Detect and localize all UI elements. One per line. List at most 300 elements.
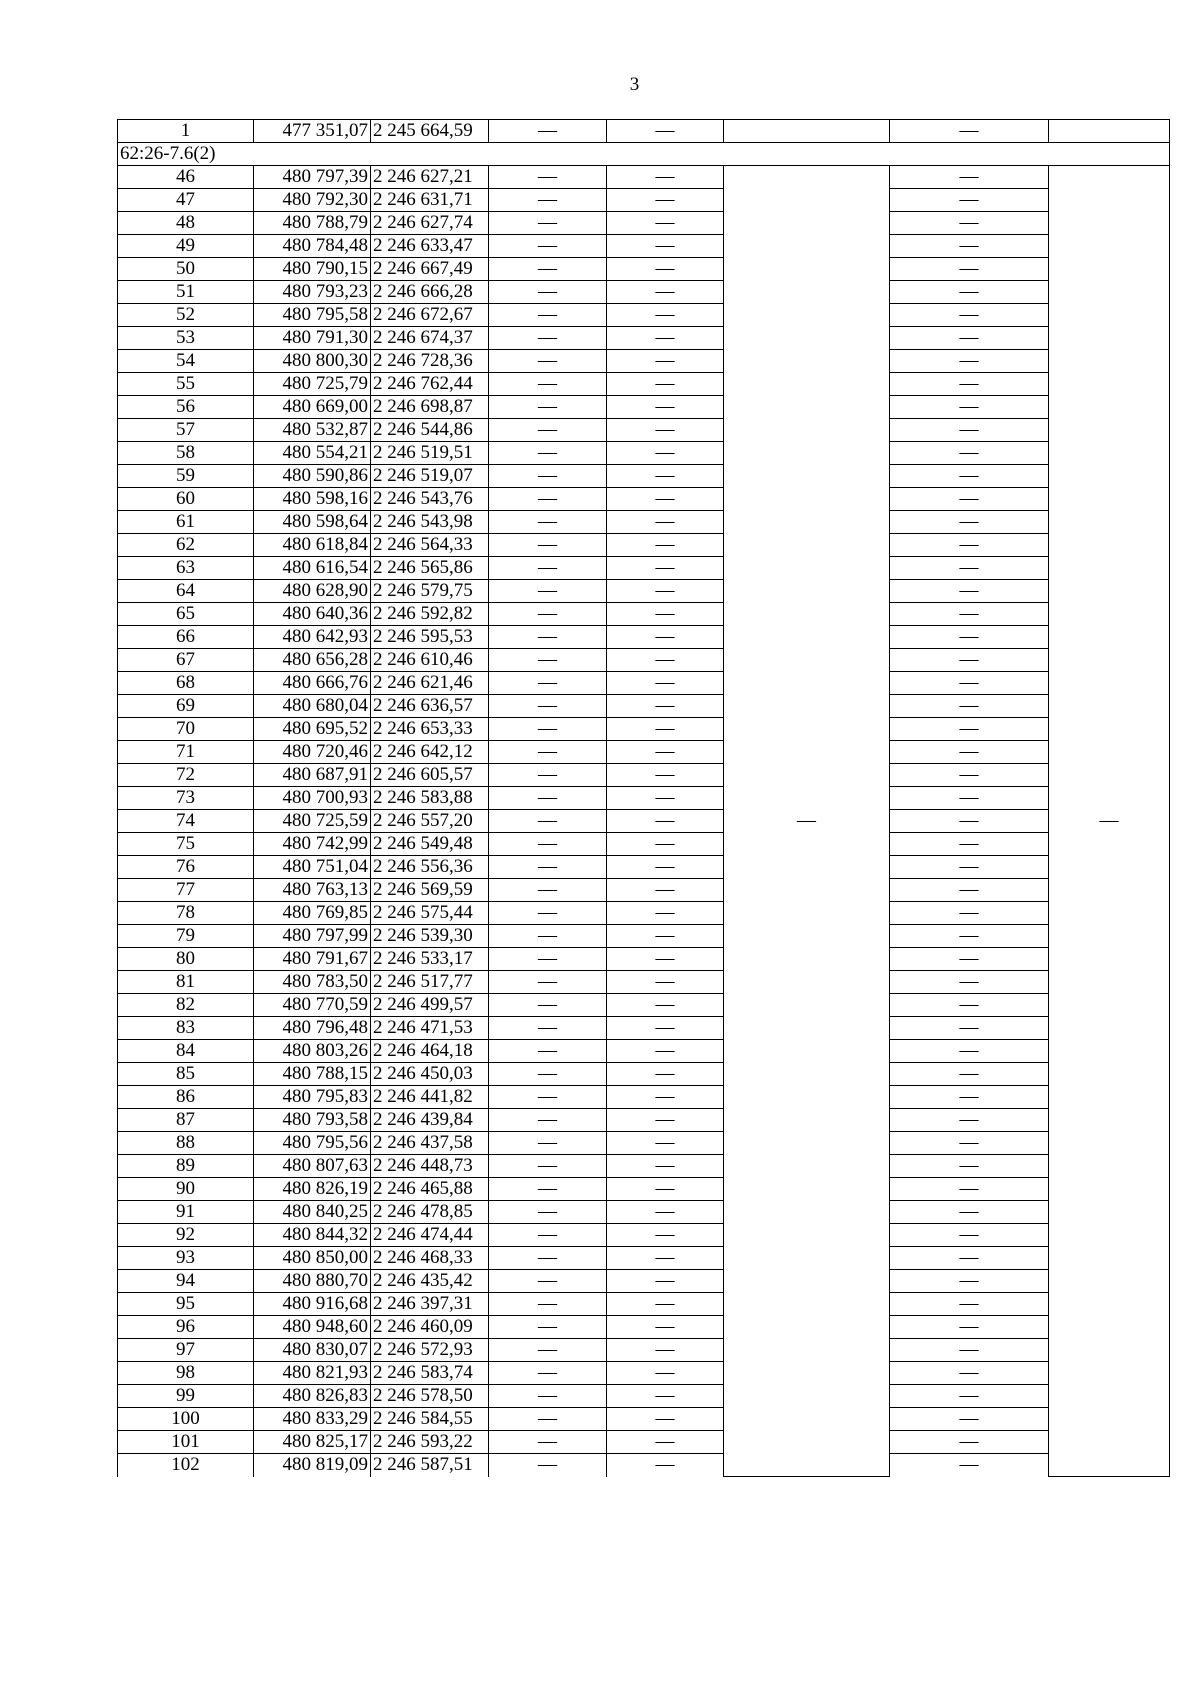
dash-cell: — (890, 1293, 1049, 1316)
dash-cell: — (489, 442, 607, 465)
table-row (118, 488, 1170, 511)
coordinate-y: 2 246 517,77 (371, 971, 489, 994)
coordinate-x: 480 793,23 (254, 281, 371, 304)
dash-cell: — (607, 281, 724, 304)
coordinate-y: 2 246 592,82 (371, 603, 489, 626)
dash-cell: — (489, 580, 607, 603)
coordinate-x: 480 695,52 (254, 718, 371, 741)
dash-cell: — (607, 373, 724, 396)
coordinate-y: 2 246 762,44 (371, 373, 489, 396)
dash-cell: — (489, 488, 607, 511)
dash-cell: — (489, 1362, 607, 1385)
table-row (118, 833, 1170, 856)
point-number: 75 (118, 833, 254, 856)
table-row (118, 603, 1170, 626)
coordinate-y: 2 246 549,48 (371, 833, 489, 856)
coordinate-y: 2 246 666,28 (371, 281, 489, 304)
dash-cell: — (890, 787, 1049, 810)
table-row (118, 1431, 1170, 1454)
dash-cell: — (890, 925, 1049, 948)
dash-cell: — (607, 1385, 724, 1408)
table-row (118, 327, 1170, 350)
dash-cell: — (489, 626, 607, 649)
point-number: 72 (118, 764, 254, 787)
coordinate-y: 2 246 631,71 (371, 189, 489, 212)
dash-cell: — (489, 419, 607, 442)
dash-cell: — (890, 695, 1049, 718)
coordinate-x: 480 791,67 (254, 948, 371, 971)
dash-cell: — (607, 1362, 724, 1385)
table-row (118, 258, 1170, 281)
point-number: 68 (118, 672, 254, 695)
coordinate-x: 480 784,48 (254, 235, 371, 258)
empty-cell (724, 120, 890, 143)
dash-cell: — (890, 810, 1049, 833)
point-number: 61 (118, 511, 254, 534)
dash-cell: — (607, 672, 724, 695)
dash-cell: — (489, 534, 607, 557)
coordinate-x: 480 795,56 (254, 1132, 371, 1155)
table-row (118, 810, 1170, 833)
dash-cell: — (607, 810, 724, 833)
table-row (118, 902, 1170, 925)
dash-cell: — (607, 925, 724, 948)
table-row (118, 557, 1170, 580)
point-number: 49 (118, 235, 254, 258)
table-row (118, 1339, 1170, 1362)
table-row (118, 925, 1170, 948)
dash-cell: — (607, 465, 724, 488)
table-row (118, 1178, 1170, 1201)
table-row (118, 1247, 1170, 1270)
point-number: 54 (118, 350, 254, 373)
table-row (118, 189, 1170, 212)
dash-cell: — (890, 994, 1049, 1017)
coordinate-x: 480 821,93 (254, 1362, 371, 1385)
dash-cell: — (489, 810, 607, 833)
point-number: 47 (118, 189, 254, 212)
dash-cell: — (607, 166, 724, 189)
dash-cell: — (607, 1293, 724, 1316)
coordinate-x: 480 725,59 (254, 810, 371, 833)
table-row (118, 856, 1170, 879)
point-number: 101 (118, 1431, 254, 1454)
coordinate-x: 480 788,79 (254, 212, 371, 235)
point-number: 94 (118, 1270, 254, 1293)
dash-cell: — (607, 1408, 724, 1431)
empty-cell (1049, 120, 1170, 143)
coordinate-y: 2 246 460,09 (371, 1316, 489, 1339)
coordinate-x: 480 618,84 (254, 534, 371, 557)
dash-cell: — (607, 1431, 724, 1454)
point-number: 60 (118, 488, 254, 511)
dash-cell: — (607, 580, 724, 603)
coordinate-x: 480 844,32 (254, 1224, 371, 1247)
table-row (118, 396, 1170, 419)
dash-cell: — (489, 304, 607, 327)
coordinate-x: 480 628,90 (254, 580, 371, 603)
coordinate-x: 480 554,21 (254, 442, 371, 465)
coordinate-x: 480 819,09 (254, 1454, 371, 1477)
dash-cell: — (489, 1293, 607, 1316)
coordinate-y: 2 246 627,74 (371, 212, 489, 235)
dash-cell: — (607, 534, 724, 557)
coordinate-y: 2 246 519,07 (371, 465, 489, 488)
dash-cell: — (890, 580, 1049, 603)
table-row (118, 626, 1170, 649)
table-row (118, 1109, 1170, 1132)
point-number: 89 (118, 1155, 254, 1178)
dash-cell: — (607, 1247, 724, 1270)
dash-cell: — (890, 488, 1049, 511)
dash-cell: — (607, 1086, 724, 1109)
coordinate-y: 2 246 642,12 (371, 741, 489, 764)
point-number: 48 (118, 212, 254, 235)
coordinate-y: 2 246 543,98 (371, 511, 489, 534)
dash-cell: — (607, 718, 724, 741)
dash-cell: — (489, 511, 607, 534)
coordinate-x: 480 598,16 (254, 488, 371, 511)
table-row (118, 465, 1170, 488)
coordinate-y: 2 246 593,22 (371, 1431, 489, 1454)
table-row (118, 1454, 1170, 1477)
coordinate-y: 2 246 578,50 (371, 1385, 489, 1408)
dash-cell: — (607, 258, 724, 281)
dash-cell: — (607, 442, 724, 465)
coordinate-y: 2 246 533,17 (371, 948, 489, 971)
dash-cell: — (489, 1132, 607, 1155)
point-number: 51 (118, 281, 254, 304)
table-row (118, 1385, 1170, 1408)
coordinate-y: 2 246 579,75 (371, 580, 489, 603)
dash-cell: — (607, 1201, 724, 1224)
coordinate-y: 2 246 441,82 (371, 1086, 489, 1109)
dash-cell: — (489, 971, 607, 994)
dash-cell: — (890, 1086, 1049, 1109)
dash-cell: — (489, 948, 607, 971)
coordinate-x: 480 598,64 (254, 511, 371, 534)
coordinate-y: 2 246 499,57 (371, 994, 489, 1017)
dash-cell: — (607, 1270, 724, 1293)
section-label: 62:26-7.6(2) (118, 143, 1170, 166)
coordinate-x: 480 826,19 (254, 1178, 371, 1201)
dash-cell: — (489, 258, 607, 281)
dash-cell: — (607, 120, 724, 143)
dash-cell: — (489, 925, 607, 948)
table-row (118, 1201, 1170, 1224)
coordinate-x: 480 616,54 (254, 557, 371, 580)
coordinate-y: 2 246 468,33 (371, 1247, 489, 1270)
dash-cell: — (607, 879, 724, 902)
dash-cell: — (489, 1201, 607, 1224)
point-number: 56 (118, 396, 254, 419)
dash-cell: — (607, 1040, 724, 1063)
dash-cell: — (607, 189, 724, 212)
coordinate-x: 480 642,93 (254, 626, 371, 649)
table-row (118, 580, 1170, 603)
dash-cell: — (489, 879, 607, 902)
point-number: 53 (118, 327, 254, 350)
dash-cell: — (890, 1339, 1049, 1362)
dash-cell: — (890, 1316, 1049, 1339)
dash-cell: — (890, 1063, 1049, 1086)
dash-cell: — (890, 971, 1049, 994)
coordinates-table (117, 119, 1170, 1477)
point-number: 76 (118, 856, 254, 879)
point-number: 102 (118, 1454, 254, 1477)
dash-cell: — (489, 1385, 607, 1408)
point-number: 70 (118, 718, 254, 741)
coordinate-y: 2 246 564,33 (371, 534, 489, 557)
point-number: 98 (118, 1362, 254, 1385)
coordinate-y: 2 246 557,20 (371, 810, 489, 833)
dash-cell: — (489, 1109, 607, 1132)
table-row (118, 281, 1170, 304)
dash-cell: — (890, 258, 1049, 281)
coordinate-x: 480 687,91 (254, 764, 371, 787)
dash-cell: — (489, 649, 607, 672)
dash-cell: — (489, 1155, 607, 1178)
dash-cell: — (607, 488, 724, 511)
point-number: 62 (118, 534, 254, 557)
point-number: 82 (118, 994, 254, 1017)
coordinate-x: 480 797,39 (254, 166, 371, 189)
dash-cell: — (489, 327, 607, 350)
table-row (118, 1316, 1170, 1339)
dash-cell: — (890, 1040, 1049, 1063)
coordinate-y: 2 246 587,51 (371, 1454, 489, 1477)
table-row (118, 741, 1170, 764)
coordinate-y: 2 246 698,87 (371, 396, 489, 419)
dash-cell: — (489, 1063, 607, 1086)
point-number: 74 (118, 810, 254, 833)
dash-cell: — (607, 741, 724, 764)
coordinate-x: 480 669,00 (254, 396, 371, 419)
dash-cell: — (607, 1454, 724, 1477)
dash-cell: — (607, 1178, 724, 1201)
coordinate-x: 480 680,04 (254, 695, 371, 718)
table-row (118, 419, 1170, 442)
dash-cell: — (489, 120, 607, 143)
dash-cell: — (890, 212, 1049, 235)
point-number: 50 (118, 258, 254, 281)
dash-cell: — (890, 1247, 1049, 1270)
coordinate-y: 2 246 636,57 (371, 695, 489, 718)
dash-cell: — (890, 603, 1049, 626)
dash-cell: — (890, 626, 1049, 649)
point-number: 90 (118, 1178, 254, 1201)
coordinate-x: 480 700,93 (254, 787, 371, 810)
table-row (118, 120, 1170, 143)
table-row (118, 1086, 1170, 1109)
coordinate-x: 480 795,83 (254, 1086, 371, 1109)
dash-cell: — (890, 902, 1049, 925)
coordinate-x: 480 800,30 (254, 350, 371, 373)
dash-cell: — (607, 327, 724, 350)
merged-dash-cell: — (1049, 166, 1170, 1477)
coordinate-y: 2 246 437,58 (371, 1132, 489, 1155)
dash-cell: — (890, 1155, 1049, 1178)
coordinate-x: 480 797,99 (254, 925, 371, 948)
coordinate-x: 480 880,70 (254, 1270, 371, 1293)
dash-cell: — (607, 419, 724, 442)
dash-cell: — (607, 833, 724, 856)
dash-cell: — (489, 1316, 607, 1339)
coordinate-y: 2 246 539,30 (371, 925, 489, 948)
coordinate-x: 480 792,30 (254, 189, 371, 212)
coordinate-y: 2 246 610,46 (371, 649, 489, 672)
table-row (118, 1224, 1170, 1247)
dash-cell: — (607, 396, 724, 419)
dash-cell: — (607, 764, 724, 787)
dash-cell: — (607, 948, 724, 971)
table-row (118, 1017, 1170, 1040)
point-number: 84 (118, 1040, 254, 1063)
coordinate-x: 480 807,63 (254, 1155, 371, 1178)
dash-cell: — (890, 304, 1049, 327)
coordinate-y: 2 246 565,86 (371, 557, 489, 580)
table-row (118, 350, 1170, 373)
table-row (118, 373, 1170, 396)
dash-cell: — (890, 1017, 1049, 1040)
dash-cell: — (489, 672, 607, 695)
dash-cell: — (489, 373, 607, 396)
point-number: 78 (118, 902, 254, 925)
coordinate-y: 2 246 397,31 (371, 1293, 489, 1316)
point-number: 95 (118, 1293, 254, 1316)
point-number: 59 (118, 465, 254, 488)
table-row (118, 235, 1170, 258)
table-row (118, 1132, 1170, 1155)
point-number: 77 (118, 879, 254, 902)
dash-cell: — (607, 994, 724, 1017)
dash-cell: — (890, 281, 1049, 304)
dash-cell: — (489, 718, 607, 741)
coordinate-x: 480 725,79 (254, 373, 371, 396)
dash-cell: — (489, 902, 607, 925)
coordinate-y: 2 246 544,86 (371, 419, 489, 442)
coordinate-x: 480 742,99 (254, 833, 371, 856)
coordinate-y: 2 246 464,18 (371, 1040, 489, 1063)
coordinate-x: 480 666,76 (254, 672, 371, 695)
dash-cell: — (890, 764, 1049, 787)
dash-cell: — (607, 557, 724, 580)
table-row (118, 1063, 1170, 1086)
table-row (118, 1408, 1170, 1431)
dash-cell: — (890, 833, 1049, 856)
coordinate-y: 2 246 439,84 (371, 1109, 489, 1132)
table-row (118, 764, 1170, 787)
dash-cell: — (489, 350, 607, 373)
point-number: 55 (118, 373, 254, 396)
coordinate-y: 2 246 583,74 (371, 1362, 489, 1385)
table-row (118, 971, 1170, 994)
dash-cell: — (890, 396, 1049, 419)
dash-cell: — (890, 534, 1049, 557)
coordinate-x: 480 793,58 (254, 1109, 371, 1132)
page-number: 3 (629, 74, 640, 95)
point-number: 80 (118, 948, 254, 971)
coordinate-x: 480 840,25 (254, 1201, 371, 1224)
coordinate-x: 480 850,00 (254, 1247, 371, 1270)
coordinate-x: 480 769,85 (254, 902, 371, 925)
dash-cell: — (890, 856, 1049, 879)
table-row (118, 1362, 1170, 1385)
dash-cell: — (489, 189, 607, 212)
dash-cell: — (489, 1040, 607, 1063)
point-number: 93 (118, 1247, 254, 1270)
point-number: 87 (118, 1109, 254, 1132)
dash-cell: — (489, 1454, 607, 1477)
dash-cell: — (489, 764, 607, 787)
coordinate-y: 2 246 465,88 (371, 1178, 489, 1201)
table-row (118, 166, 1170, 189)
coordinate-x: 480 916,68 (254, 1293, 371, 1316)
dash-cell: — (607, 212, 724, 235)
coordinate-x: 480 770,59 (254, 994, 371, 1017)
dash-cell: — (607, 235, 724, 258)
coordinate-y: 2 246 543,76 (371, 488, 489, 511)
coordinate-x: 480 948,60 (254, 1316, 371, 1339)
dash-cell: — (890, 1178, 1049, 1201)
coordinate-y: 2 246 728,36 (371, 350, 489, 373)
dash-cell: — (489, 833, 607, 856)
table-row (118, 787, 1170, 810)
table-row (118, 695, 1170, 718)
dash-cell: — (890, 465, 1049, 488)
dash-cell: — (890, 442, 1049, 465)
table-row (118, 948, 1170, 971)
point-number: 1 (118, 120, 254, 143)
dash-cell: — (607, 1109, 724, 1132)
point-number: 83 (118, 1017, 254, 1040)
coordinate-y: 2 246 621,46 (371, 672, 489, 695)
coordinate-x: 480 763,13 (254, 879, 371, 902)
dash-cell: — (607, 787, 724, 810)
dash-cell: — (890, 511, 1049, 534)
dash-cell: — (890, 1270, 1049, 1293)
dash-cell: — (489, 396, 607, 419)
point-number: 63 (118, 557, 254, 580)
dash-cell: — (607, 1017, 724, 1040)
coordinate-x: 480 825,17 (254, 1431, 371, 1454)
dash-cell: — (607, 511, 724, 534)
coordinate-x: 480 590,86 (254, 465, 371, 488)
point-number: 100 (118, 1408, 254, 1431)
coordinate-x: 480 833,29 (254, 1408, 371, 1431)
dash-cell: — (489, 787, 607, 810)
coordinate-x: 477 351,07 (254, 120, 371, 143)
coordinate-x: 480 826,83 (254, 1385, 371, 1408)
table-row (118, 994, 1170, 1017)
point-number: 66 (118, 626, 254, 649)
table-row (118, 718, 1170, 741)
coordinate-x: 480 656,28 (254, 649, 371, 672)
point-number: 96 (118, 1316, 254, 1339)
table-row (118, 1270, 1170, 1293)
coordinate-y: 2 246 471,53 (371, 1017, 489, 1040)
point-number: 81 (118, 971, 254, 994)
dash-cell: — (607, 1224, 724, 1247)
coordinate-y: 2 246 569,59 (371, 879, 489, 902)
point-number: 99 (118, 1385, 254, 1408)
coordinate-x: 480 795,58 (254, 304, 371, 327)
coordinate-x: 480 532,87 (254, 419, 371, 442)
table-row (118, 879, 1170, 902)
dash-cell: — (489, 557, 607, 580)
point-number: 65 (118, 603, 254, 626)
coordinate-y: 2 246 575,44 (371, 902, 489, 925)
